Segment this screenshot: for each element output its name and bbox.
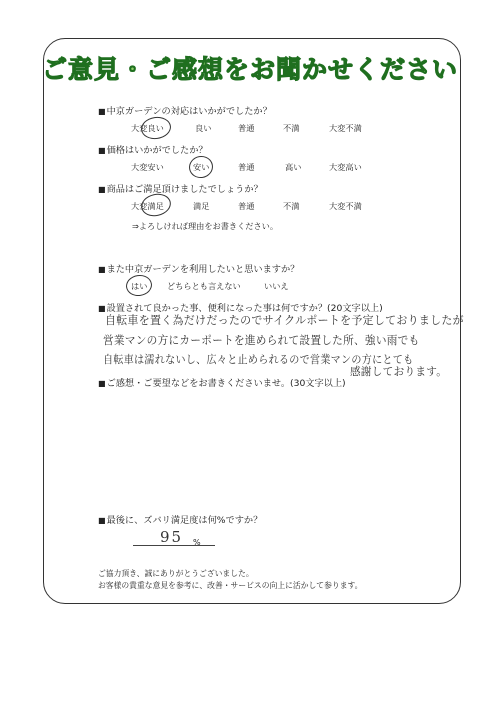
q3-option-satisfied[interactable]: 満足 — [193, 201, 210, 211]
question-benefits: ■ 設置されて良かった事、便利になった事は何ですか？(20文字以上) — [98, 300, 383, 314]
satisfaction-answer: 95 — [160, 528, 184, 546]
q2-option-very-cheap[interactable]: 大変安い — [131, 162, 164, 172]
satisfaction-answer-line — [133, 545, 215, 546]
q1-option-very-dissatisfied[interactable]: 大変不満 — [329, 123, 362, 133]
question-satisfaction: ■ 最後に、ズバリ満足度は何%ですか？ — [98, 512, 262, 526]
q5-answer-line-4: 感謝しております。 — [350, 366, 448, 378]
question-price: ■ 価格はいかがでしたか？ — [98, 142, 208, 156]
q3-option-very-satisfied[interactable]: 大変満足 — [131, 201, 164, 211]
q3-option-normal[interactable]: 普通 — [238, 201, 255, 211]
q3-reason-note: ⇒よろしければ理由をお書きください。 — [132, 221, 279, 231]
q1-option-very-good[interactable]: 大変良い — [131, 123, 164, 133]
q5-answer-line-2: 営業マンの方にカーポートを進められて設置した所、強い雨でも — [103, 334, 420, 347]
q3-option-dissatisfied[interactable]: 不満 — [283, 201, 300, 211]
q1-option-dissatisfied[interactable]: 不満 — [283, 123, 300, 133]
question-staff-response: ■ 中京ガーデンの対応はいかがでしたか？ — [98, 103, 272, 117]
q5-answer-line-3: 自転車は濡れないし、広々と止められるので営業マンの方にとても — [103, 354, 414, 366]
question-reuse: ■ また中京ガーデンを利用したいと思いますか？ — [98, 261, 299, 275]
q4-option-neither[interactable]: どちらとも言えない — [167, 281, 241, 291]
question-comments: ■ ご感想・ご要望などをお書きくださいませ。(30文字以上) — [98, 375, 346, 389]
footer-improvement-note: お客様の貴重な意見を参考に、改善・サービスの向上に活かして参ります。 — [98, 581, 363, 590]
page-title: ご意見・ご感想をお聞かせください — [41, 55, 458, 84]
q2-option-normal[interactable]: 普通 — [238, 162, 255, 172]
q2-option-cheap[interactable]: 安い — [193, 162, 210, 172]
q2-option-expensive[interactable]: 高い — [285, 162, 302, 172]
q5-answer-line-1: 自転車を置く為だけだったのでサイクルポートを予定しておりましたが — [105, 314, 464, 327]
q3-option-very-dissatisfied[interactable]: 大変不満 — [329, 201, 362, 211]
q2-option-very-expensive[interactable]: 大変高い — [329, 162, 362, 172]
q1-option-good[interactable]: 良い — [195, 123, 212, 133]
q4-option-no[interactable]: いいえ — [264, 281, 289, 291]
percent-unit: % — [193, 538, 201, 547]
footer-thanks: ご協力頂き、誠にありがとうございました。 — [98, 569, 254, 578]
question-product: ■ 商品はご満足頂けましたでしょうか？ — [98, 181, 263, 195]
q1-option-normal[interactable]: 普通 — [238, 123, 255, 133]
q4-option-yes[interactable]: はい — [131, 281, 148, 291]
